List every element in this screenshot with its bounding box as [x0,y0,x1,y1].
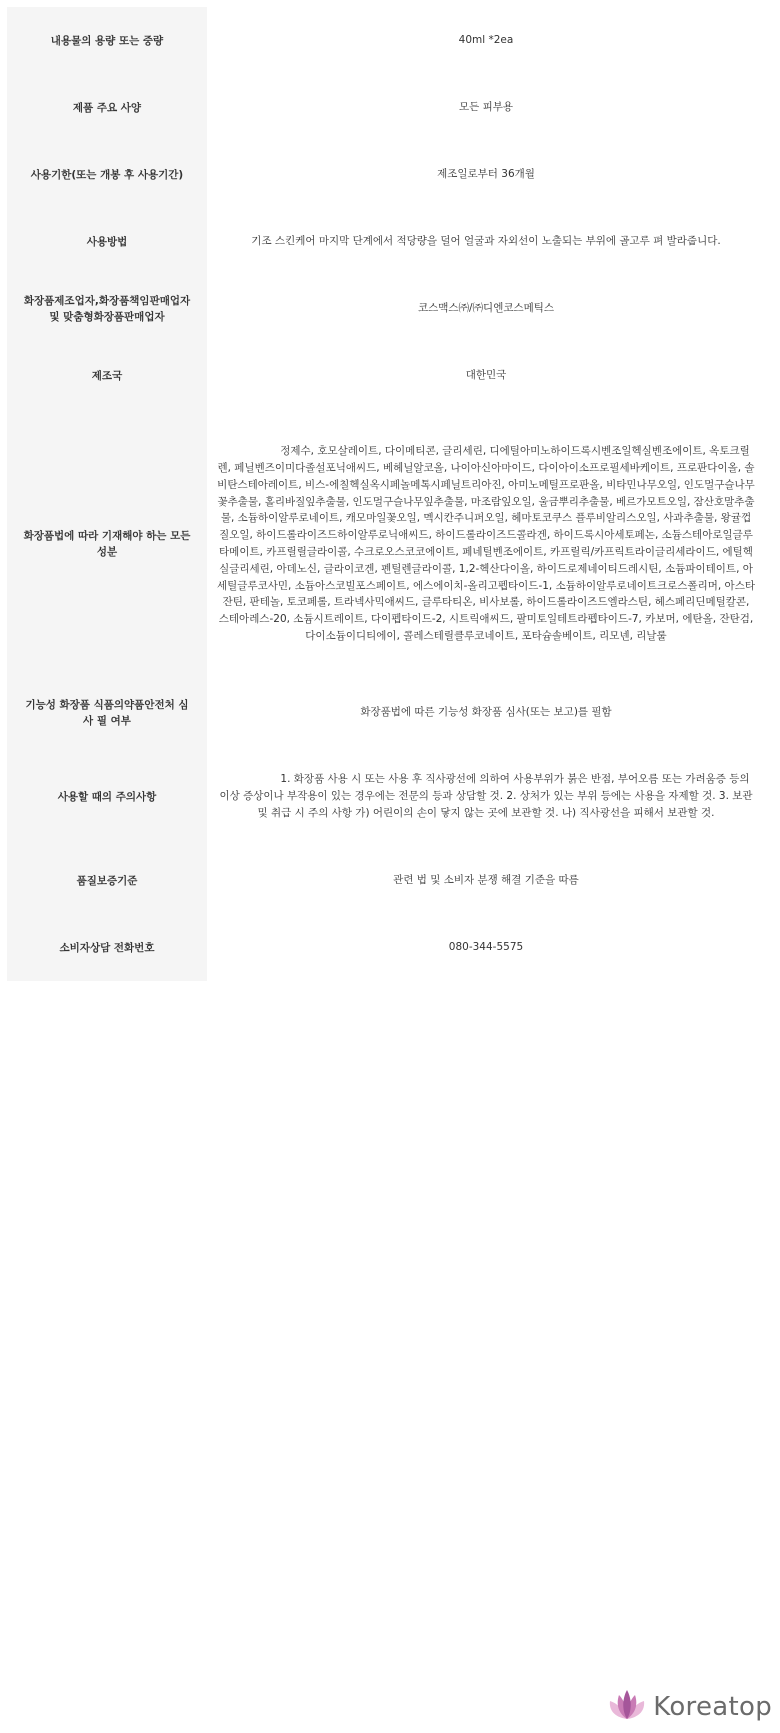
caution-value: 1. 화장품 사용 시 또는 사용 후 직사광선에 의하여 사용부위가 붉은 반점, 부어오름 또는 가려움증 등의 이상 증상이나 부작용이 있는 경우에는 전문의 등과 상담할 것. 2. 상처가 있는 부위 등에는 사용을 자제할 것. 3. 보관 및 취급 시 주의 사항 가) 어린이의 손이 닿지 않는 곳에 보관할 것. 나) 직사광선을 피해서 보관할 것. [219,773,756,819]
row-quality [7,847,763,914]
row-manufacturer [7,275,763,342]
ingredients-value: 정제수, 호모살레이트, 다이메티콘, 글리세린, 디에틸아미노하이드록시벤조일헥실벤조에이트, 옥토크릴렌, 페닐벤즈이미다졸설포닉애씨드, 베헤닐알코올, 나이아신아마이드, 다이아이소프로필세바케이트, 프로판다이올, 솔비탄스테아레이트, 비스-에칠헥실옥시페놀메톡시페닐트리아진, 아미노메틸프로판올, 비타민나무오일, 인도멀구슬나무꽃추출물, 홀리바질잎추출물, 인도멀구슬나무잎추출물, 마조람잎오일, 울금뿌리추출물, 베르가모트오일, 잠산호말추출물, 소듐하이알루로네이트, 캐모마일꽃오일, 멕시칸주니퍼오일, 헤마토코쿠스 플루비알리스오일, 사과추출물, 왕귤껍질오일, 하이드롤라이즈드하이알루로닉애씨드, 하이드롤라이즈드콜라겐, 하이드록시아세토페논, 소듐스테아로일글루타메이트, 카프릴릴글라이콜, 수크로오스코코에이트, 페네틸벤조에이트, 카프릴릭/카프릭트라이글리세라이드, 에틸헥실글리세린, 아데노신, 글라이코겐, 펜틸렌글라이콜, 1,2-헥산다이올, 하이드로제네이티드레시틴, 소듐파이테이트, 아세틸글루코사민, 소듐아스코빌포스페이트, 에스에이치-올리고펩타이드-1, 소듐하이알루로네이트크로스폴리머, 아스타잔틴, 판테놀, 토코페롤, 트라넥사믹애씨드, 글루타티온, 비사보롤, 하이드롤라이즈드엘라스틴, 헤스페리딘메틸칼콘, 스테아레스-20, 소듐시트레이트, 다이펩타이드-2, 시트릭애씨드, 팔미토일테트라펩타이드-7, 카보머, 에탄올, 잔탄검, 다이소듐이디티에이, 콜레스테릴클루코네이트, 포타슘솔베이트, 리모넨, 리날룰 [217,445,757,642]
manufacturer-label: 화장품제조업자,화장품책임판매업자 및 맞춤형화장품판매업자 [7,275,207,342]
row-phone [7,914,763,981]
row-capacity [7,7,763,74]
country-value: 대한민국 [465,369,507,382]
country-label: 제조국 [7,342,207,409]
spec-label: 제품 주요 사양 [7,74,207,141]
quality-value: 관련 법 및 소비자 분쟁 해결 기준을 따름 [393,874,579,887]
phone-value: 080-344-5575 [448,941,524,954]
expiry-value: 제조일로부터 36개월 [437,168,535,181]
row-expiry [7,141,763,208]
capacity-label: 내용물의 용량 또는 중량 [7,7,207,74]
functional-cert-value: 화장품법에 따른 기능성 화장품 심사(또는 보고)를 필함 [360,706,612,719]
expiry-label: 사용기한(또는 개봉 후 사용기간) [7,141,207,208]
ingredients-label: 화장품법에 따라 기재해야 하는 모든 성분 [7,409,207,679]
usage-value: 기조 스킨케어 마지막 단계에서 적당량을 덜어 얼굴과 자외선이 노출되는 부위에 골고루 펴 발라줍니다. [251,235,721,248]
functional-cert-label: 기능성 화장품 식품의약품안전처 심사 필 여부 [7,679,207,746]
caution-label: 사용할 때의 주의사항 [7,746,207,847]
usage-label: 사용방법 [7,208,207,275]
row-country [7,342,763,409]
row-spec [7,74,763,141]
row-caution [7,746,763,847]
quality-label: 품질보증기준 [7,847,207,914]
row-usage [7,208,763,275]
manufacturer-value: 코스맥스㈜/㈜디엔코스메틱스 [417,302,555,315]
row-functional-cert [7,679,763,746]
spec-value: 모든 피부용 [458,101,514,114]
product-info-table [7,7,763,981]
phone-label: 소비자상담 전화번호 [7,914,207,981]
row-ingredients [7,409,763,679]
koreatop-logo [607,1689,772,1725]
lotus-icon [607,1689,647,1725]
logo-wordmark: Koreatop [653,1692,772,1722]
capacity-value: 40ml *2ea [458,34,514,47]
